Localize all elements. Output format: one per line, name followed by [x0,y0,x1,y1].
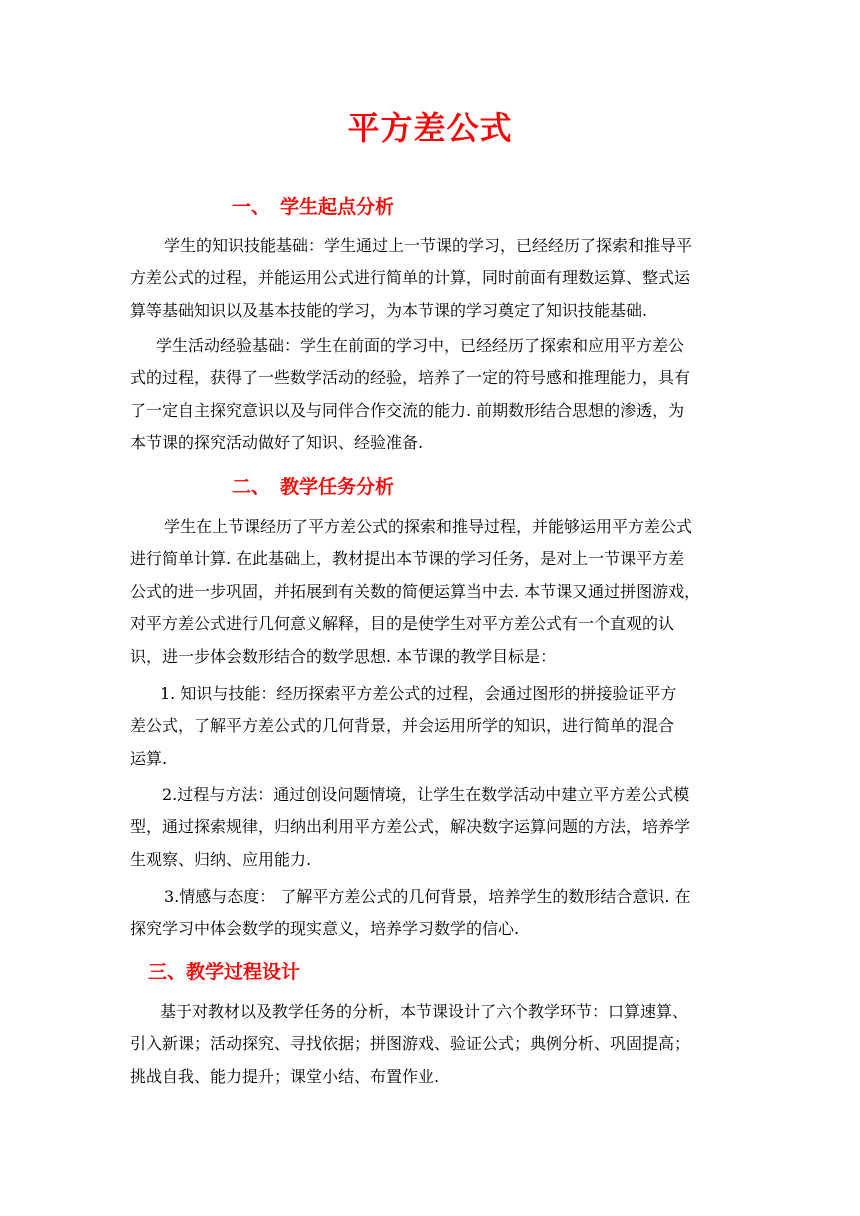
section-title: 三、教学过程设计 [148,961,301,983]
paragraph [130,511,730,673]
text-line: 型，通过探索规律，归纳出利用平方差公式，解决数字运算问题的方法，培养学 [130,817,691,837]
paragraph [130,881,730,946]
text-line: 式的过程，获得了一些数学活动的经验，培养了一定的符号感和推理能力，具有 [130,368,691,388]
section-title: 学生起点分析 [280,196,395,218]
paragraph [130,678,730,775]
text-line: 进行简单计算. 在此基础上，教材提出本节课的学习任务，是对上一节课平方差 [130,549,685,569]
section-number: 一、 [232,196,271,218]
text-line: 本节课的探究活动做好了知识、经验准备. [130,433,424,453]
page-title: 平方差公式 [347,109,513,147]
paragraph [130,330,730,460]
text-line: 学生活动经验基础：学生在前面的学习中，已经经历了探索和应用平方差公 [156,336,685,355]
text-line: 了一定自主探究意识以及与同伴合作交流的能力. 前期数形结合思想的渗透，为 [130,400,685,420]
text-line: 探究学习中体会数学的现实意义，培养学习数学的信心. [130,919,520,939]
section-heading-1 [232,193,394,221]
text-line: 2.过程与方法：通过创设问题情境，让学生在数学活动中建立平方差公式模 [162,785,690,804]
text-line: 挑战自我、能力提升；课堂小结、布置作业. [130,1066,440,1086]
paragraph [130,230,730,327]
text-line: 差公式，了解平方差公式的几何背景，并会运用所学的知识，进行简单的混合 [130,716,675,736]
text-line: 公式的进一步巩固，并拓展到有关数的简便运算当中去. 本节课又通过拼图游戏， [130,581,701,601]
text-line: 1. 知识与技能：经历探索平方差公式的过程，会通过图形的拼接验证平方 [160,684,677,703]
text-line: 算等基础知识以及基本技能的学习，为本节课的学习奠定了知识技能基础. [130,300,648,320]
text-line: 生观察、归纳、应用能力. [130,849,312,869]
paragraph [130,996,730,1093]
text-line: 方差公式的过程，并能运用公式进行简单的计算，同时前面有理数运算、整式运 [130,268,691,288]
text-line: 引入新课；活动探究、寻找依据；拼图游戏、验证公式；典例分析、巩固提高； [130,1034,691,1054]
text-line: 3.情感与态度： 了解平方差公式的几何背景，培养学生的数形结合意识. 在 [164,887,691,906]
section-number: 二、 [232,476,271,498]
section-heading-3 [148,958,300,986]
section-heading-2 [232,473,394,501]
section-title: 教学任务分析 [280,476,395,498]
paragraph [130,779,730,876]
text-line: 对平方差公式进行几何意义解释，目的是使学生对平方差公式有一个直观的认 [130,614,675,634]
text-line: 识，进一步体会数形结合的数学思想. 本节课的教学目标是： [130,646,557,666]
text-line: 运算. [130,748,168,768]
text-line: 学生在上节课经历了平方差公式的探索和推导过程，并能够运用平方差公式 [164,517,693,536]
text-line: 学生的知识技能基础：学生通过上一节课的学习，已经经历了探索和推导平 [164,236,693,255]
text-line: 基于对教材以及教学任务的分析，本节课设计了六个教学环节：口算速算、 [160,1002,689,1021]
